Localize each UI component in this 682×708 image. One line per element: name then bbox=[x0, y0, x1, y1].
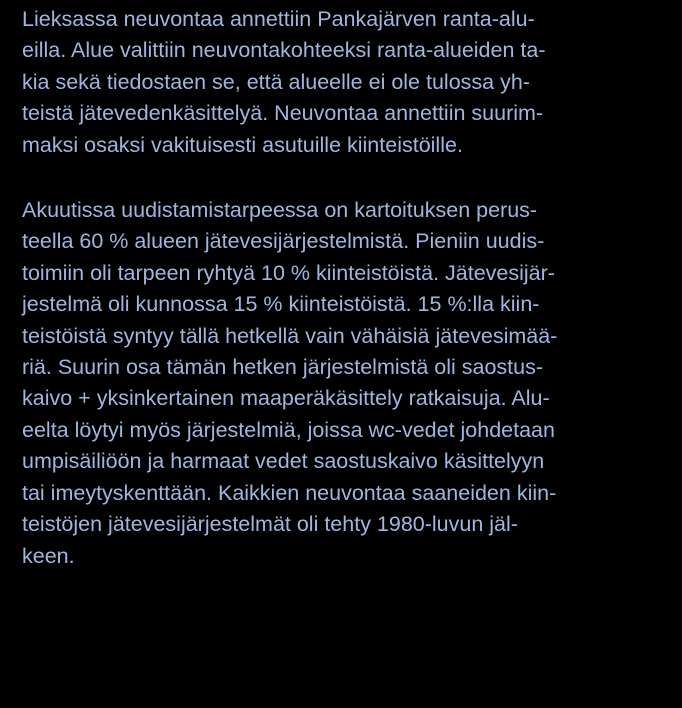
text-line: eelta löytyi myös järjestelmiä, joissa wc-vedet johdetaan bbox=[22, 417, 555, 442]
text-line: Akuutissa uudistamistarpeessa on kartoituksen perus- bbox=[22, 198, 538, 223]
text-line: keen. bbox=[22, 543, 75, 568]
text-line: toimiin oli tarpeen ryhtyä 10 % kiinteistöistä. Jätevesijär- bbox=[22, 260, 555, 285]
text-line: teistöjen jätevesijärjestelmät oli tehty 1980-luvun jäl- bbox=[22, 512, 518, 537]
text-line: kaivo + yksinkertainen maaperäkäsittely ratkaisuja. Alu- bbox=[22, 386, 550, 411]
text-line: teella 60 % alueen jätevesijärjestelmistä. Pieniin uudis- bbox=[22, 229, 545, 254]
text-line: jestelmä oli kunnossa 15 % kiinteistöistä. 15 %:lla kiin- bbox=[22, 292, 540, 317]
text-line: maksi osaksi vakituisesti asutuille kiinteistöille. bbox=[22, 132, 463, 157]
text-line: umpisäiliöön ja harmaat vedet saostuskaivo käsittelyyn bbox=[22, 449, 545, 474]
paragraph-2 bbox=[22, 195, 672, 572]
paragraph-1 bbox=[22, 4, 672, 161]
text-line: tai imeytyskenttään. Kaikkien neuvontaa saaneiden kiin- bbox=[22, 480, 557, 505]
text-line: eilla. Alue valittiin neuvontakohteeksi ranta-alueiden ta- bbox=[22, 38, 546, 63]
paragraph-spacer bbox=[22, 161, 672, 195]
text-line: riä. Suurin osa tämän hetken järjestelmistä oli saostus- bbox=[22, 355, 544, 380]
document-body bbox=[22, 4, 672, 572]
text-line: teistä jätevedenkäsittelyä. Neuvontaa annettiin suurim- bbox=[22, 101, 544, 126]
text-line: Lieksassa neuvontaa annettiin Pankajärven ranta-alu- bbox=[22, 7, 535, 31]
text-line: kia sekä tiedostaen se, että alueelle ei ole tulossa yh- bbox=[22, 69, 530, 94]
text-line: teistöistä syntyy tällä hetkellä vain vähäisiä jätevesimää- bbox=[22, 323, 558, 348]
